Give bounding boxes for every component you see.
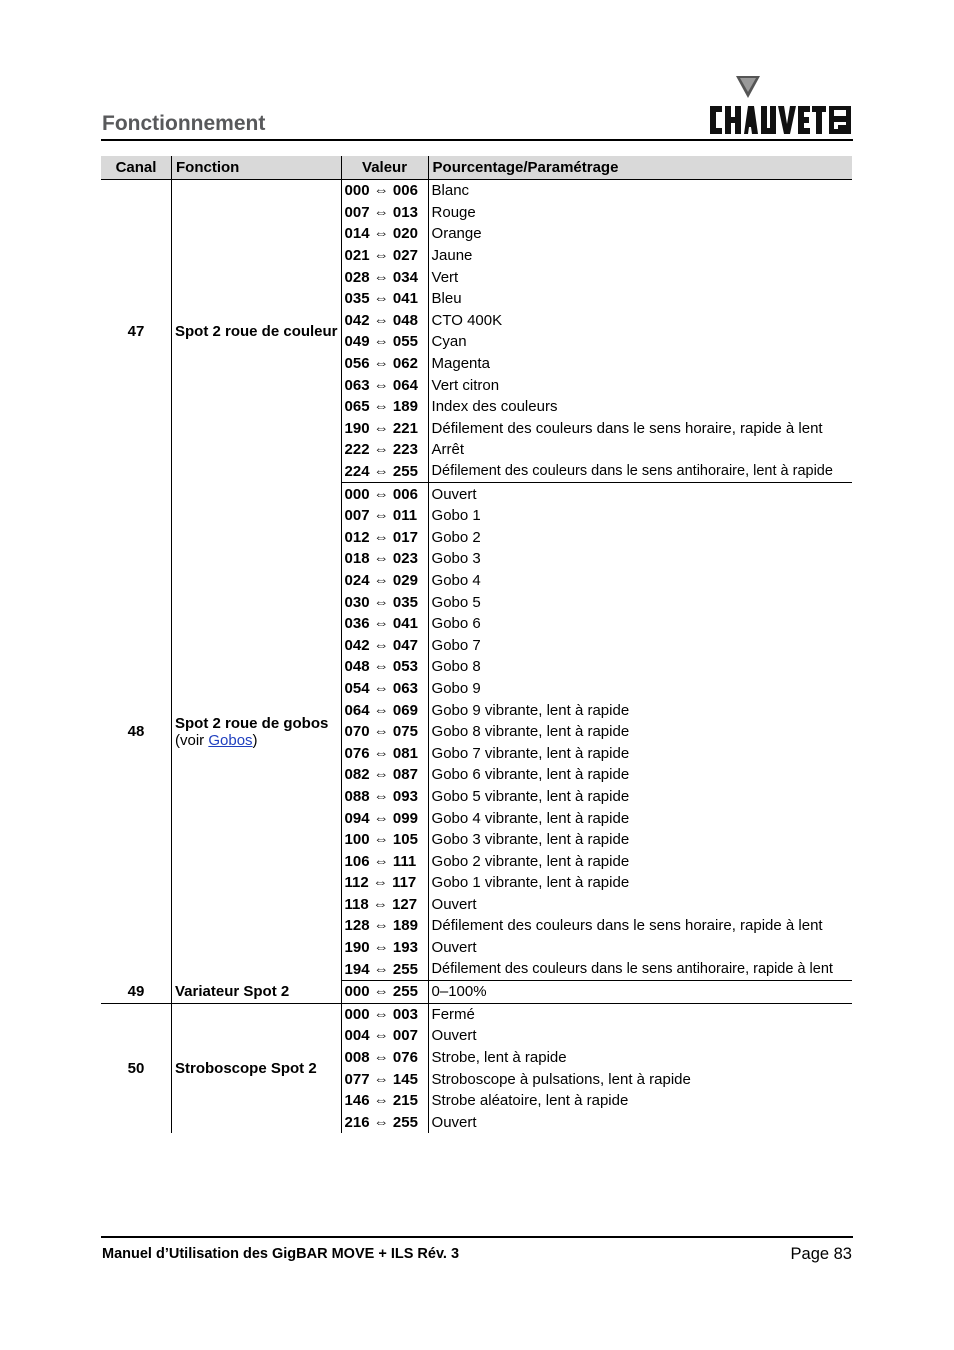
dmx-value-range: 004 ⇔ 007 bbox=[341, 1025, 428, 1047]
dmx-value-range: 112 ⇔ 117 bbox=[341, 872, 428, 894]
table-row bbox=[101, 483, 852, 505]
dmx-value-range: 222 ⇔ 223 bbox=[341, 439, 428, 461]
channel-number: 50 bbox=[101, 1003, 172, 1133]
setting-description: Vert citron bbox=[431, 376, 500, 394]
function-label: Stroboscope Spot 2 bbox=[175, 1059, 317, 1077]
dmx-value-range: 100 ⇔ 105 bbox=[341, 829, 428, 851]
dmx-value-range: 054 ⇔ 063 bbox=[341, 678, 428, 700]
setting-description: CTO 400K bbox=[431, 311, 503, 329]
setting-description: Gobo 8 bbox=[431, 658, 481, 676]
channel-function bbox=[172, 1003, 342, 1133]
dmx-value-range: 008 ⇔ 076 bbox=[341, 1047, 428, 1069]
col-fonction: Fonction bbox=[172, 156, 342, 180]
table-row bbox=[101, 180, 852, 202]
function-label: Spot 2 roue de couleur bbox=[175, 322, 338, 340]
channel-function bbox=[172, 483, 342, 981]
setting-description: Orange bbox=[431, 225, 482, 243]
dmx-value-range: 042 ⇔ 047 bbox=[341, 634, 428, 656]
dmx-value-range: 224 ⇔ 255 bbox=[341, 461, 428, 483]
setting-description: Rouge bbox=[431, 203, 476, 221]
footer-rule bbox=[101, 1236, 853, 1238]
setting-description: Strobe aléatoire, lent à rapide bbox=[431, 1092, 629, 1110]
dmx-value-range: 035 ⇔ 041 bbox=[341, 288, 428, 310]
header-rule bbox=[101, 139, 853, 141]
setting-description: Gobo 9 vibrante, lent à rapide bbox=[431, 701, 630, 719]
dmx-value-range: 000 ⇔ 006 bbox=[341, 483, 428, 505]
dmx-value-range: 118 ⇔ 127 bbox=[341, 894, 428, 916]
dmx-value-range: 036 ⇔ 041 bbox=[341, 613, 428, 635]
dmx-value-range: 014 ⇔ 020 bbox=[341, 223, 428, 245]
setting-description: 0–100% bbox=[428, 980, 852, 1003]
dmx-value-range: 077 ⇔ 145 bbox=[341, 1068, 428, 1090]
dmx-value-range: 028 ⇔ 034 bbox=[341, 266, 428, 288]
dmx-value-range: 094 ⇔ 099 bbox=[341, 807, 428, 829]
setting-description: Strobe, lent à rapide bbox=[431, 1049, 567, 1067]
setting-description: Arrêt bbox=[431, 441, 465, 459]
setting-description: Ouvert bbox=[431, 1027, 477, 1045]
dmx-value-range: 106 ⇔ 111 bbox=[341, 850, 428, 872]
setting-description: Index des couleurs bbox=[431, 398, 558, 416]
setting-description: Gobo 2 vibrante, lent à rapide bbox=[431, 852, 630, 870]
setting-description: Vert bbox=[431, 268, 459, 286]
dmx-value-range: 065 ⇔ 189 bbox=[341, 396, 428, 418]
channel-function bbox=[172, 180, 342, 483]
dmx-value-range: 190 ⇔ 193 bbox=[341, 937, 428, 959]
setting-description: Gobo 3 bbox=[431, 550, 481, 568]
setting-description: Fermé bbox=[431, 1005, 475, 1023]
dmx-value-range: 190 ⇔ 221 bbox=[341, 418, 428, 440]
dmx-value-range: 018 ⇔ 023 bbox=[341, 548, 428, 570]
dmx-value-range: 049 ⇔ 055 bbox=[341, 331, 428, 353]
dmx-value-range: 007 ⇔ 013 bbox=[341, 202, 428, 224]
setting-description: Gobo 7 vibrante, lent à rapide bbox=[431, 744, 630, 762]
page-number: Page 83 bbox=[790, 1245, 852, 1263]
setting-description: Ouvert bbox=[431, 485, 477, 503]
setting-description: Blanc bbox=[431, 182, 470, 200]
setting-description: Bleu bbox=[431, 290, 462, 308]
dmx-value-range: 082 ⇔ 087 bbox=[341, 764, 428, 786]
dmx-value-range: 030 ⇔ 035 bbox=[341, 591, 428, 613]
channel-number: 47 bbox=[101, 180, 172, 483]
note-suffix: ) bbox=[252, 731, 258, 749]
chauvet-dj-logo bbox=[706, 76, 854, 138]
dmx-value-range: 000 ⇔ 006 bbox=[341, 180, 428, 202]
setting-description: Défilement des couleurs dans le sens antihoraire, lent à rapide bbox=[428, 461, 852, 483]
function-label: Variateur Spot 2 bbox=[175, 983, 290, 1001]
table-row bbox=[101, 980, 852, 1003]
setting-description: Ouvert bbox=[431, 895, 477, 913]
dmx-value-range: 012 ⇔ 017 bbox=[341, 527, 428, 549]
setting-description: Stroboscope à pulsations, lent à rapide bbox=[431, 1070, 691, 1088]
table-header-row bbox=[101, 156, 852, 180]
dmx-value-range: 128 ⇔ 189 bbox=[341, 915, 428, 937]
setting-description: Défilement des couleurs dans le sens horaire, rapide à lent bbox=[431, 917, 823, 935]
col-canal: Canal bbox=[101, 156, 172, 180]
note-prefix: (voir bbox=[175, 731, 209, 749]
gobos-link[interactable]: Gobos bbox=[208, 731, 253, 749]
dmx-value-range: 088 ⇔ 093 bbox=[341, 786, 428, 808]
table-body bbox=[101, 180, 852, 1134]
setting-description: Gobo 6 bbox=[431, 615, 481, 633]
dmx-value-range: 000 ⇔ 003 bbox=[341, 1003, 428, 1025]
dmx-value-range: 076 ⇔ 081 bbox=[341, 742, 428, 764]
setting-description: Gobo 4 bbox=[431, 571, 481, 589]
setting-description: Gobo 1 bbox=[431, 507, 481, 525]
setting-description: Ouvert bbox=[431, 1113, 477, 1131]
setting-description: Défilement des couleurs dans le sens horaire, rapide à lent bbox=[431, 419, 823, 437]
setting-description: Gobo 1 vibrante, lent à rapide bbox=[431, 874, 630, 892]
section-title: Fonctionnement bbox=[102, 112, 266, 135]
setting-description: Cyan bbox=[431, 333, 467, 351]
manual-title: Manuel d’Utilisation des GigBAR MOVE + ILS Rév. 3 bbox=[102, 1246, 460, 1262]
dmx-value-range: 048 ⇔ 053 bbox=[341, 656, 428, 678]
dmx-value-range: 024 ⇔ 029 bbox=[341, 570, 428, 592]
dmx-value-range: 216 ⇔ 255 bbox=[341, 1112, 428, 1134]
setting-description: Gobo 6 vibrante, lent à rapide bbox=[431, 766, 630, 784]
channel-function bbox=[172, 980, 342, 1003]
setting-description: Gobo 7 bbox=[431, 636, 481, 654]
col-valeur: Valeur bbox=[341, 156, 428, 180]
setting-description: Gobo 9 bbox=[431, 679, 481, 697]
channel-number: 48 bbox=[101, 483, 172, 981]
setting-description: Jaune bbox=[431, 247, 473, 265]
col-pourcentage: Pourcentage/Paramétrage bbox=[428, 156, 852, 180]
setting-description: Magenta bbox=[431, 355, 490, 373]
setting-description: Défilement des couleurs dans le sens antihoraire, rapide à lent bbox=[428, 958, 852, 980]
setting-description: Gobo 8 vibrante, lent à rapide bbox=[431, 723, 630, 741]
function-note bbox=[175, 732, 338, 749]
dmx-value-range: 042 ⇔ 048 bbox=[341, 310, 428, 332]
dmx-value-range: 064 ⇔ 069 bbox=[341, 699, 428, 721]
dmx-value-range: 000 ⇔ 255 bbox=[341, 980, 428, 1003]
dmx-value-range: 021 ⇔ 027 bbox=[341, 245, 428, 267]
function-label: Spot 2 roue de gobos bbox=[175, 714, 329, 732]
setting-description: Gobo 5 bbox=[431, 593, 481, 611]
setting-description: Gobo 5 vibrante, lent à rapide bbox=[431, 787, 630, 805]
dmx-value-range: 056 ⇔ 062 bbox=[341, 353, 428, 375]
dmx-value-range: 007 ⇔ 011 bbox=[341, 505, 428, 527]
setting-description: Gobo 3 vibrante, lent à rapide bbox=[431, 831, 630, 849]
dmx-value-range: 146 ⇔ 215 bbox=[341, 1090, 428, 1112]
setting-description: Gobo 4 vibrante, lent à rapide bbox=[431, 809, 630, 827]
dmx-value-range: 063 ⇔ 064 bbox=[341, 374, 428, 396]
dmx-value-range: 194 ⇔ 255 bbox=[341, 958, 428, 980]
dmx-channel-table bbox=[101, 156, 852, 1133]
channel-number: 49 bbox=[101, 980, 172, 1003]
table-row bbox=[101, 1003, 852, 1025]
setting-description: Ouvert bbox=[431, 939, 477, 957]
setting-description: Gobo 2 bbox=[431, 528, 481, 546]
dmx-value-range: 070 ⇔ 075 bbox=[341, 721, 428, 743]
